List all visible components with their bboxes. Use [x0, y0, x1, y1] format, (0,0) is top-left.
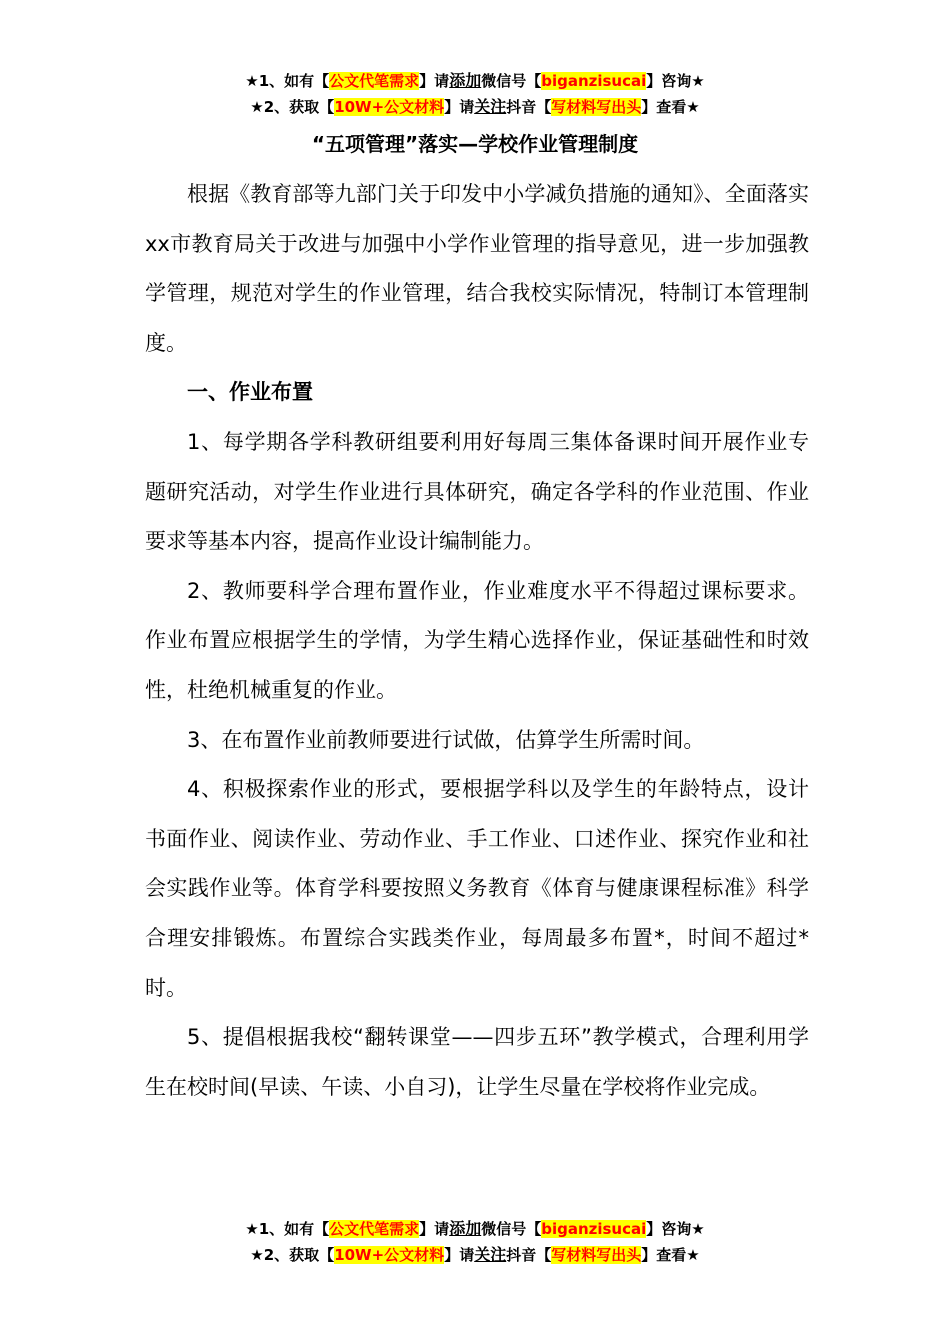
promo-footer-bottom	[0, 1216, 950, 1268]
highlight-materials: 10W+公文材料	[334, 1246, 445, 1264]
list-item: 2、教师要科学合理布置作业，作业难度水平不得超过课标要求。作业布置应根据学生的学情，为学生精心选择作业，保证基础性和时效性，杜绝机械重复的作业。	[145, 578, 809, 702]
list-item: 1、每学期各学科教研组要利用好每周三集体备课时间开展作业专题研究活动，对学生作业进行具体研究，确定各学科的作业范围、作业要求等基本内容，提高作业设计编制能力。	[145, 429, 809, 554]
highlight-douyin-account: 写材料写出头	[551, 1246, 642, 1264]
highlight-douyin-account: 写材料写出头	[551, 98, 642, 116]
document-title: “五项管理”落实—学校作业管理制度	[311, 132, 639, 156]
promo-line-2: ★2、获取【10W+公文材料】请关注抖音【写材料写出头】查看★	[250, 97, 700, 116]
list-item: 3、在布置作业前教师要进行试做，估算学生所需时间。	[187, 727, 705, 752]
highlight-materials: 10W+公文材料	[334, 98, 445, 116]
section-heading: 一、作业布置	[187, 380, 313, 405]
promo-line-2: ★2、获取【10W+公文材料】请关注抖音【写材料写出头】查看★	[250, 1245, 700, 1264]
highlight-service: 公文代笔需求	[329, 72, 420, 90]
highlight-service: 公文代笔需求	[329, 1220, 420, 1238]
list-item: 4、积极探索作业的形式，要根据学科以及学生的年龄特点，设计书面作业、阅读作业、劳动作业、手工作业、口述作业、探究作业和社会实践作业等。体育学科要按照义务教育《体育与健康课程标准》科学合理安排锻炼。布置综合实践类作业，每周最多布置*，时间不超过*时。	[145, 777, 809, 1000]
document-body	[145, 170, 809, 1112]
promo-header-top	[0, 68, 950, 120]
highlight-wechat-id: biganzisucai	[541, 1220, 647, 1238]
highlight-wechat-id: biganzisucai	[541, 72, 647, 90]
intro-paragraph: 根据《教育部等九部门关于印发中小学减负措施的通知》、全面落实xx市教育局关于改进与加强中小学作业管理的指导意见，进一步加强教学管理，规范对学生的作业管理，结合我校实际情况，特制订本管理制度。	[145, 182, 809, 355]
list-item: 5、提倡根据我校“翻转课堂——四步五环”教学模式，合理利用学生在校时间(早读、午读、小自习)，让学生尽量在学校将作业完成。	[145, 1025, 809, 1099]
promo-line-1: ★1、如有【公文代笔需求】请添加微信号【biganzisucai】咨询★	[245, 1219, 705, 1238]
promo-line-1: ★1、如有【公文代笔需求】请添加微信号【biganzisucai】咨询★	[245, 71, 705, 90]
